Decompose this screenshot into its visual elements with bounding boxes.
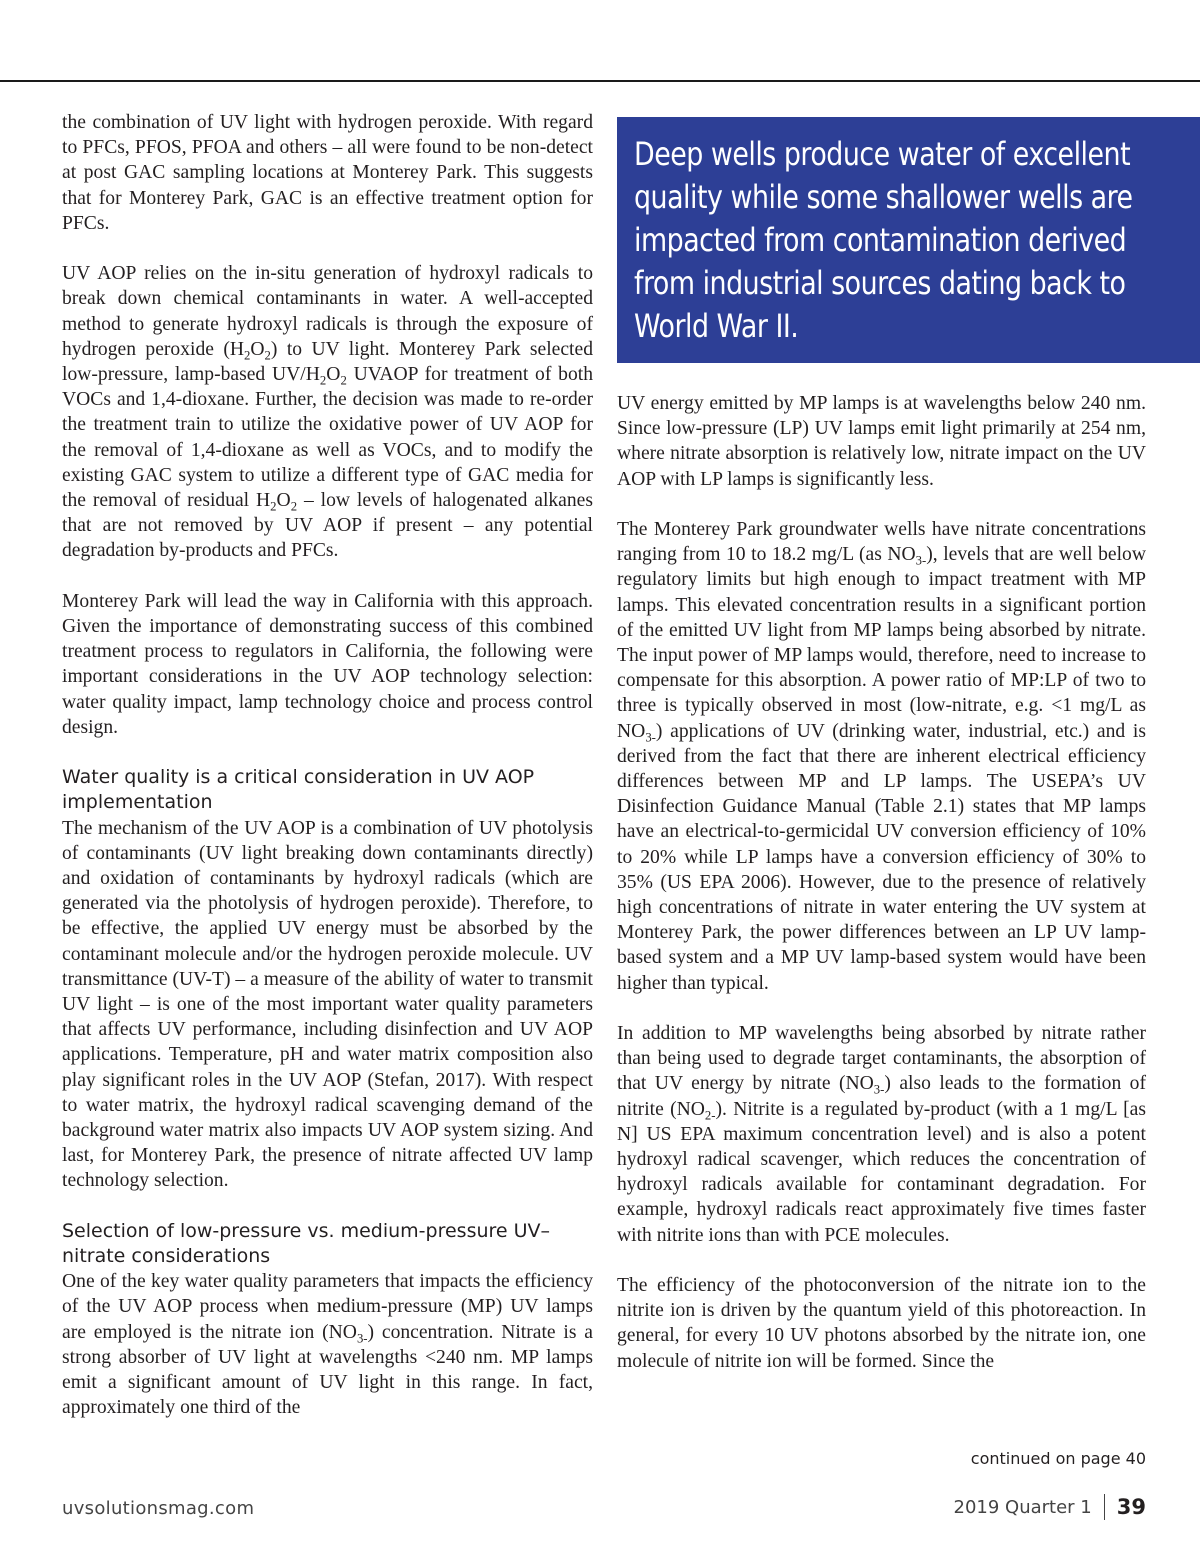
paragraph: the combination of UV light with hydrogen peroxide. With regard to PFCs, PFOS, PFOA and others – all were found to be non-detect at post GAC sampling locations at Monterey Park. This suggests that for Monterey Park, GAC is an effective treatment option for PFCs.	[62, 112, 593, 234]
paragraph: In addition to MP wavelengths being absorbed by nitrate rather than being used to degrade target contaminants, the absorption of that UV energy by nitrate $(NO_{3-})$ also leads to the formation of nitrite $(NO_{2-})$. Nitrite is a regulated by-product (with a 1 mg/L [as N] US EPA maximum concentration level) and is also a potent hydroxyl radical scavenger, which reduces the concentration of hydroxyl radicals available for contaminant degradation. For example, hydroxyl radicals react approximately five times faster with nitrite ions than with PCE molecules.	[617, 1023, 1146, 1246]
right-column	[617, 391, 1146, 1374]
paragraph: One of the key water quality parameters that impacts the efficiency of the UV AOP process when medium-pressure (MP) UV lamps are employed is the nitrate ion $(NO_{3-})$ concentration. Nitrate is a strong absorber of UV light at wavelengths <240 nm. MP lamps emit a significant amount of UV light in this range. In fact, approximately one third of the	[62, 1271, 593, 1419]
top-rule	[0, 80, 1200, 82]
paragraph: UV AOP relies on the in-situ generation of hydroxyl radicals to break down chemical contaminants in water. A well-accepted method to generate hydroxyl radicals is through the exposure of hydrogen peroxide $(H_2O_2)$ to UV light. Monterey Park selected low-pressure, lamp-based $UV/H_2O_2$ UVAOP for treatment of both VOCs and 1,4-dioxane. Further, the decision was made to re-order the treatment train to utilize the oxidative power of UV AOP for the removal of 1,4-dioxane as well as VOCs, and to modify the existing GAC system to utilize a different type of GAC media for the removal of residual $H_2O_2$ – low levels of halogenated alkanes that are not removed by UV AOP if present – any potential degradation by-products and PFCs.	[62, 263, 593, 562]
pull-quote	[617, 117, 1200, 363]
paragraph: Monterey Park will lead the way in California with this approach. Given the importance of demonstrating success of this combined treatment process to regulators in California, the following were important considerations in the UV AOP technology selection: water quality impact, lamp technology choice and process control design.	[62, 590, 593, 738]
section-heading: Selection of low-pressure vs. medium-pressure UV–nitrate considerations	[62, 1219, 551, 1268]
issue-label: 2019 Quarter 1	[953, 1496, 1092, 1518]
left-column	[62, 110, 593, 1421]
footer-divider	[1104, 1494, 1105, 1520]
paragraph: The mechanism of the UV AOP is a combination of UV photolysis of contaminants (UV light breaking down contaminants directly) and oxidation of contaminants by hydroxyl radicals (which are generated via the photolysis of hydrogen peroxide). Therefore, to be effective, the applied UV energy must be absorbed by the contaminant molecule and/or the hydrogen peroxide molecule. UV transmittance (UV-T) – a measure of the ability of water to transmit UV light – is one of the most important water quality parameters that affects UV performance, including disinfection and UV AOP applications. Temperature, pH and water matrix composition also play significant roles in the UV AOP (Stefan, 2017). With respect to water matrix, the hydroxyl radical scavenging demand of the background water matrix also impacts UV AOP system sizing. And last, for Monterey Park, the presence of nitrate affected UV lamp technology selection.	[62, 817, 593, 1192]
footer-issue	[954, 1494, 1146, 1520]
section-heading: Water quality is a critical consideration in UV AOP implementation	[62, 766, 535, 814]
continued-note: continued on page 40	[970, 1449, 1146, 1468]
pull-quote-text: Deep wells produce water of excellent quality while some shallower wells are impacted from contamination derived from industrial sources dating back to World War II.	[634, 135, 1133, 345]
paragraph: UV energy emitted by MP lamps is at wavelengths below 240 nm. Since low-pressure (LP) UV lamps emit light primarily at 254 nm, where nitrate absorption is relatively low, nitrate impact on the UV AOP with LP lamps is significantly less.	[617, 393, 1146, 490]
paragraph: The Monterey Park groundwater wells have nitrate concentrations ranging from 10 to 18.2 mg/L (as $NO_{3-}$), levels that are well below regulatory limits but high enough to impact treatment with MP lamps. This elevated concentration results in a significant portion of the emitted UV light from MP lamps being absorbed by nitrate. The input power of MP lamps would, therefore, need to increase to compensate for this absorption. A power ratio of MP:LP of two to three is typically observed in most (low-nitrate, e.g. <1 mg/L as $NO_{3-}$) applications of UV (drinking water, industrial, etc.) and is derived from the fact that there are inherent electrical efficiency differences between MP and LP lamps. The USEPA’s UV Disinfection Guidance Manual (Table 2.1) states that MP lamps have an electrical-to-germicidal UV conversion efficiency of 10% to 20% while LP lamps have a conversion efficiency of 30% to 35% (US EPA 2006). However, due to the presence of relatively high concentrations of nitrate in water entering the UV system at Monterey Park, the power differences between an LP UV lamp-based system and a MP UV lamp-based system would have been higher than typical.	[617, 519, 1146, 994]
paragraph: The efficiency of the photoconversion of the nitrate ion to the nitrite ion is driven by the quantum yield of this photoreaction. In general, for every 10 UV photons absorbed by the nitrate ion, one molecule of nitrite ion will be formed. Since the	[617, 1275, 1146, 1372]
page-number: 39	[1116, 1495, 1146, 1519]
footer-website: uvsolutionsmag.com	[62, 1498, 255, 1519]
